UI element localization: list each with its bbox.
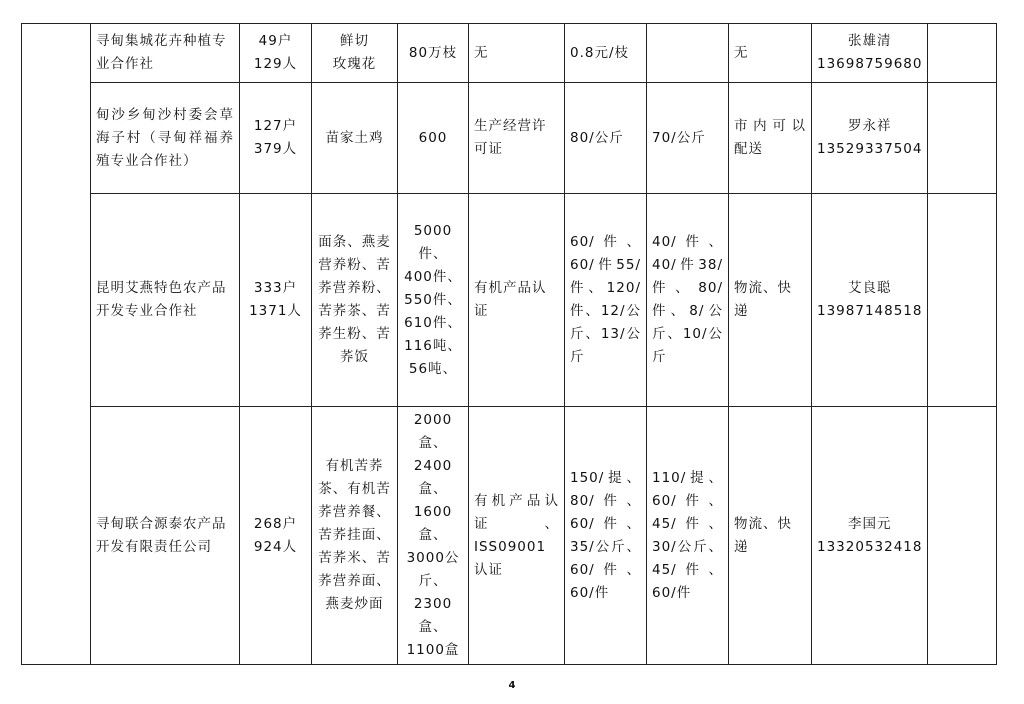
contact-phone: 13529337504 — [817, 141, 923, 157]
contact-phone: 13987148518 — [817, 303, 923, 319]
households-cell — [240, 24, 312, 83]
output-cell — [398, 83, 469, 194]
output-line: 5000件、 — [413, 222, 453, 262]
table-body — [22, 24, 997, 665]
output-line: 116吨、 — [404, 337, 462, 354]
org-name-cell: 寻甸集城花卉种植专业合作社 — [91, 24, 240, 83]
output-line: 550件、 — [404, 291, 462, 308]
contact-cell — [812, 24, 928, 83]
contact-name: 艾良聪 — [847, 280, 892, 296]
output-cell — [398, 24, 469, 83]
remark-cell — [928, 194, 997, 407]
table-row — [22, 24, 997, 83]
retail-price-cell: 60/件、60/件55/件、120/件、12/公斤、13/公斤 — [565, 194, 647, 407]
households-cell — [240, 83, 312, 194]
contact-phone: 13320532418 — [817, 538, 923, 555]
wholesale-price-cell: 70/公斤 — [647, 83, 729, 194]
contact-cell — [812, 407, 928, 665]
population-count: 1371人 — [249, 303, 302, 319]
remark-cell — [928, 83, 997, 194]
output-line: 80万枝 — [408, 44, 458, 61]
households-count: 268户 — [253, 515, 298, 532]
cooperative-table — [21, 23, 997, 665]
remark-cell — [928, 407, 997, 665]
product-line: 玫瑰花 — [332, 56, 377, 72]
org-name-cell: 寻甸联合源泰农产品开发有限责任公司 — [91, 407, 240, 665]
retail-price-cell: 80/公斤 — [565, 83, 647, 194]
retail-price-cell: 0.8元/枝 — [565, 24, 647, 83]
households-count: 49户 — [258, 33, 293, 49]
output-line: 56吨、 — [408, 360, 458, 377]
delivery-cell: 物流、快递 — [729, 194, 812, 407]
certification-cell: 有机产品认证 — [469, 194, 565, 407]
output-line: 1600盒、 — [413, 504, 453, 543]
product-line: 鲜切 — [340, 33, 369, 49]
output-cell — [398, 407, 469, 665]
wholesale-price-cell: 40/件、40/件38/件、80/件、8/公斤、10/公斤 — [647, 194, 729, 407]
table-row — [22, 194, 997, 407]
product-cell: 面条、燕麦营养粉、苦荞营养粉、苦荞茶、苦荞生粉、苦荞饭 — [312, 194, 398, 407]
product-line: 苗家土鸡 — [325, 129, 384, 146]
contact-phone: 13698759680 — [817, 56, 923, 72]
output-line: 3000公斤、2300盒、1100盒 — [406, 550, 460, 658]
certification-cell: 有机产品认证、ISS09001认证 — [469, 407, 565, 665]
contact-cell — [812, 83, 928, 194]
contact-name: 李国元 — [847, 515, 892, 532]
output-line: 610件、 — [404, 314, 462, 331]
output-line: 2400盒、 — [413, 458, 453, 497]
output-line: 400件、 — [404, 268, 462, 285]
table-row — [22, 83, 997, 194]
table-row — [22, 407, 997, 665]
contact-cell — [812, 194, 928, 407]
population-count: 379人 — [253, 141, 298, 157]
households-count: 333户 — [253, 280, 298, 296]
retail-price-cell: 150/提、80/件、60/件、35/公斤、60/件、60/件 — [565, 407, 647, 665]
delivery-cell: 无 — [729, 24, 812, 83]
contact-name: 罗永祥 — [847, 118, 892, 134]
product-cell: 有机苦荞茶、有机苦荞营养餐、苦荞挂面、苦荞米、苦荞营养面、燕麦炒面 — [312, 407, 398, 665]
output-line: 600 — [418, 129, 448, 146]
org-name-cell: 甸沙乡甸沙村委会草海子村（寻甸祥福养殖专业合作社） — [91, 83, 240, 194]
remark-cell — [928, 24, 997, 83]
output-cell — [398, 194, 469, 407]
delivery-cell: 市内可以配送 — [729, 83, 812, 194]
product-cell — [312, 83, 398, 194]
wholesale-price-cell: 110/提、60/件、45/件、30/公斤、45/件、60/件 — [647, 407, 729, 665]
certification-cell: 无 — [469, 24, 565, 83]
households-cell — [240, 407, 312, 665]
output-line: 2000盒、 — [413, 412, 453, 451]
households-cell — [240, 194, 312, 407]
wholesale-price-cell — [647, 24, 729, 83]
org-name-cell: 昆明艾燕特色农产品开发专业合作社 — [91, 194, 240, 407]
certification-cell: 生产经营许可证 — [469, 83, 565, 194]
delivery-cell: 物流、快递 — [729, 407, 812, 665]
left-margin-cell — [22, 24, 91, 665]
page-number: 4 — [508, 680, 516, 691]
population-count: 129人 — [253, 56, 298, 72]
product-cell — [312, 24, 398, 83]
households-count: 127户 — [253, 118, 298, 134]
contact-name: 张雄清 — [847, 33, 892, 49]
population-count: 924人 — [253, 538, 298, 555]
